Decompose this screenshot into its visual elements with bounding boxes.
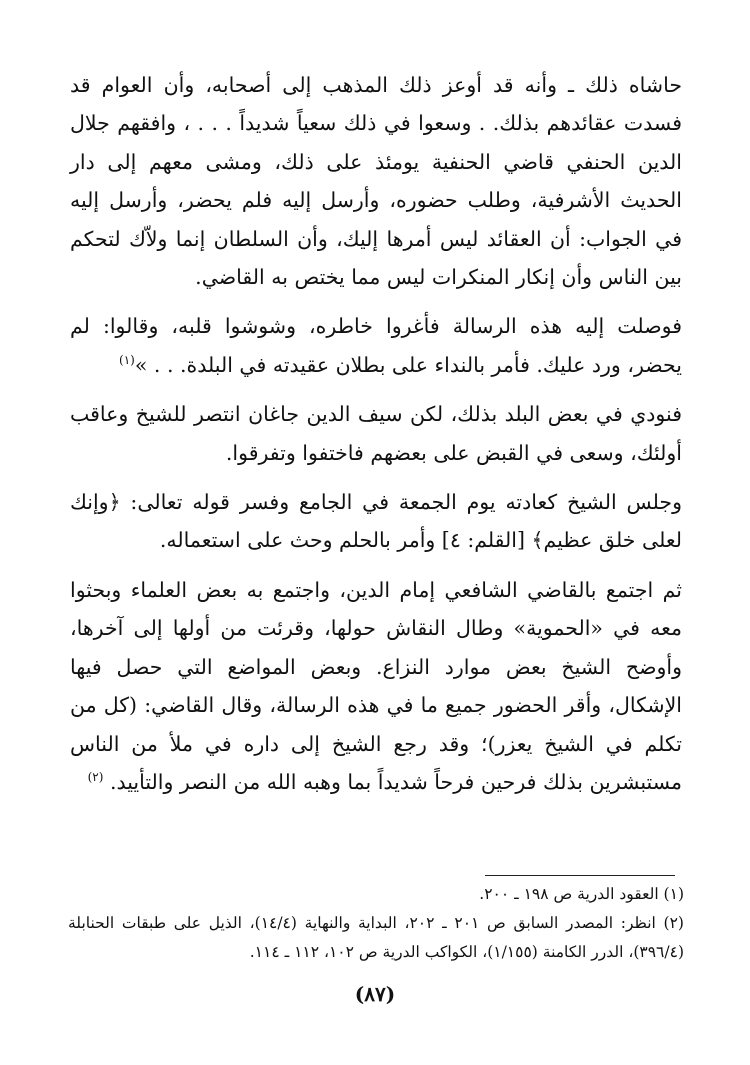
- footnotes: [68, 880, 684, 967]
- footnote-ref-2: (٢): [87, 770, 104, 785]
- footnote-ref-1: (١): [119, 353, 135, 368]
- paragraph-5: ثم اجتمع بالقاضي الشافعي إمام الدين، واجتمع به بعض العلماء وبحثوا معه في «الحموية» وطال النقاش حولها، وقرئت من أولها إلى آخرها، وأوضح الشيخ بعض موارد النزاع. وبعض المواضع التي حصل فيها الإشكال، وأقر الحضور جميع ما في هذه الرسالة، وقال القاضي: (كل من تكلم في الشيخ يعزر)؛ وقد رجع الشيخ إلى داره في ملأ من الناس مستبشرين بذلك فرحين فرحاً شديداً بما وهبه الله من النصر والتأييد. $^{(٢)}$: [70, 577, 682, 794]
- page-number: (٨٧): [354, 982, 396, 1006]
- footnote-2: (٢) انظر: المصدر السابق ص ٢٠١ ـ ٢٠٢، البداية والنهاية (١٤/٤)، الذيل على طبقات الحنابلة (٣٩٦/٤)، الدرر الكامنة (١/١٥٥)، الكواكب الدرية ص ١٠٢، ١١٢ ـ ١١٤.: [68, 914, 684, 961]
- footnote-1: (١) العقود الدرية ص ١٩٨ ـ ٢٠٠.: [479, 885, 684, 903]
- paragraph-4: وجلس الشيخ كعادته يوم الجمعة في الجامع وفسر قوله تعالى: ﴿وإنك لعلى خلق عظيم﴾ [القلم: ٤] وأمر بالحلم وحث على استعماله.: [70, 490, 682, 553]
- paragraph-3: فنودي في بعض البلد بذلك، لكن سيف الدين جاغان انتصر للشيخ وعاقب أولئك، وسعى في القبض على بعضهم فاختفوا وتفرقوا.: [70, 402, 682, 465]
- paragraph-1: حاشاه ذلك ـ وأنه قد أوعز ذلك المذهب إلى أصحابه، وأن العوام قد فسدت عقائدهم بذلك. . وسعوا في ذلك سعياً شديداً . . . ، وافقهم جلال الدين الحنفي قاضي الحنفية يومئذ على ذلك، ومشى معهم إلى دار الحديث الأشرفية، وطلب حضوره، وأرسل إليه فلم يحضر، وأرسل إليه في الجواب: أن العقائد ليس أمرها إليك، وأن السلطان إنما ولاّك لتحكم بين الناس وأن إنكار المنكرات ليس مما يختص به القاضي.: [70, 73, 682, 290]
- paragraph-2: فوصلت إليه هذه الرسالة فأغروا خاطره، وشوشوا قلبه، وقالوا: لم يحضر، ورد عليك. فأمر بالنداء على بطلان عقيدته في البلدة. . . »$^{(١)}$: [70, 314, 682, 377]
- footnote-divider: [485, 875, 675, 876]
- main-text: [70, 66, 682, 801]
